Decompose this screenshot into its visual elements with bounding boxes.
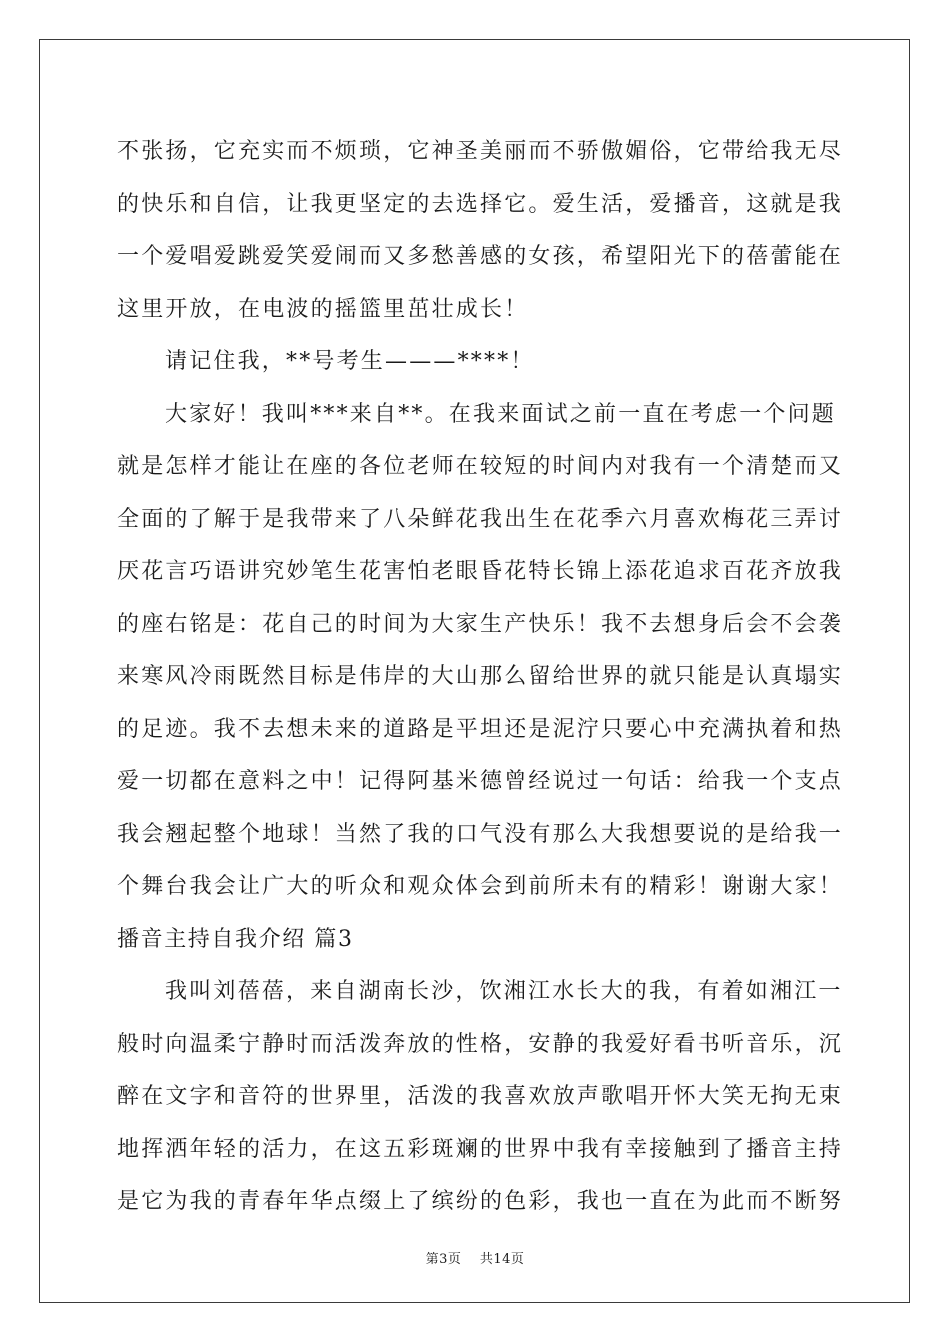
section-heading: 播音主持自我介绍 篇3	[117, 926, 354, 952]
text-line: 的快乐和自信，让我更坚定的去选择它。爱生活，爱播音，这就是我	[117, 191, 844, 217]
text-line: 这里开放，在电波的摇篮里茁壮成长！	[117, 296, 529, 322]
text-line: 般时向温柔宁静时而活泼奔放的性格，安静的我爱好看书听音乐，沉	[117, 1031, 844, 1057]
document-body	[117, 126, 844, 1229]
text-line: 地挥洒年轻的活力，在这五彩斑斓的世界中我有幸接触到了播音主持	[117, 1136, 844, 1162]
text-line: 我会翘起整个地球！当然了我的口气没有那么大我想要说的是给我一	[117, 821, 844, 847]
text-line: 不张扬，它充实而不烦琐，它神圣美丽而不骄傲媚俗，它带给我无尽	[117, 139, 844, 164]
text-line: 个舞台我会让广大的听众和观众体会到前所未有的精彩！谢谢大家！	[117, 874, 844, 899]
text-line: 一个爱唱爱跳爱笑爱闹而又多愁善感的女孩，希望阳光下的蓓蕾能在	[117, 244, 844, 269]
text-line: 爱一切都在意料之中！记得阿基米德曾经说过一句话：给我一个支点	[117, 769, 844, 794]
text-line: 来寒风冷雨既然目标是伟岸的大山那么留给世界的就只能是认真塌实	[117, 664, 844, 689]
text-line: 就是怎样才能让在座的各位老师在较短的时间内对我有一个清楚而又	[117, 454, 844, 479]
text-line: 请记住我，**号考生———****！	[165, 349, 535, 374]
paragraph-4	[117, 966, 844, 1229]
text-line: 大家好！我叫***来自**。在我来面试之前一直在考虑一个问题	[165, 401, 837, 427]
text-line: 醉在文字和音符的世界里，活泼的我喜欢放声歌唱开怀大笑无拘无束	[117, 1084, 844, 1109]
text-line: 全面的了解于是我带来了八朵鲜花我出生在花季六月喜欢梅花三弄讨	[117, 506, 844, 532]
text-line: 的座右铭是：花自己的时间为大家生产快乐！我不去想身后会不会袭	[117, 611, 844, 637]
text-line: 厌花言巧语讲究妙笔生花害怕老眼昏花特长锦上添花追求百花齐放我	[117, 559, 844, 584]
paragraph-1	[117, 126, 844, 336]
text-line: 我叫刘蓓蓓，来自湖南长沙，饮湘江水长大的我，有着如湘江一	[165, 979, 843, 1004]
page-number: 第3页	[425, 1252, 462, 1267]
paragraph-2	[117, 336, 837, 389]
page-total: 共14页	[479, 1252, 525, 1267]
paragraph-3	[117, 389, 844, 914]
text-line: 的足迹。我不去想未来的道路是平坦还是泥泞只要心中充满执着和热	[117, 716, 844, 742]
text-line: 是它为我的青春年华点缀上了缤纷的色彩，我也一直在为此而不断努	[117, 1189, 844, 1214]
page-footer	[0, 1248, 950, 1267]
